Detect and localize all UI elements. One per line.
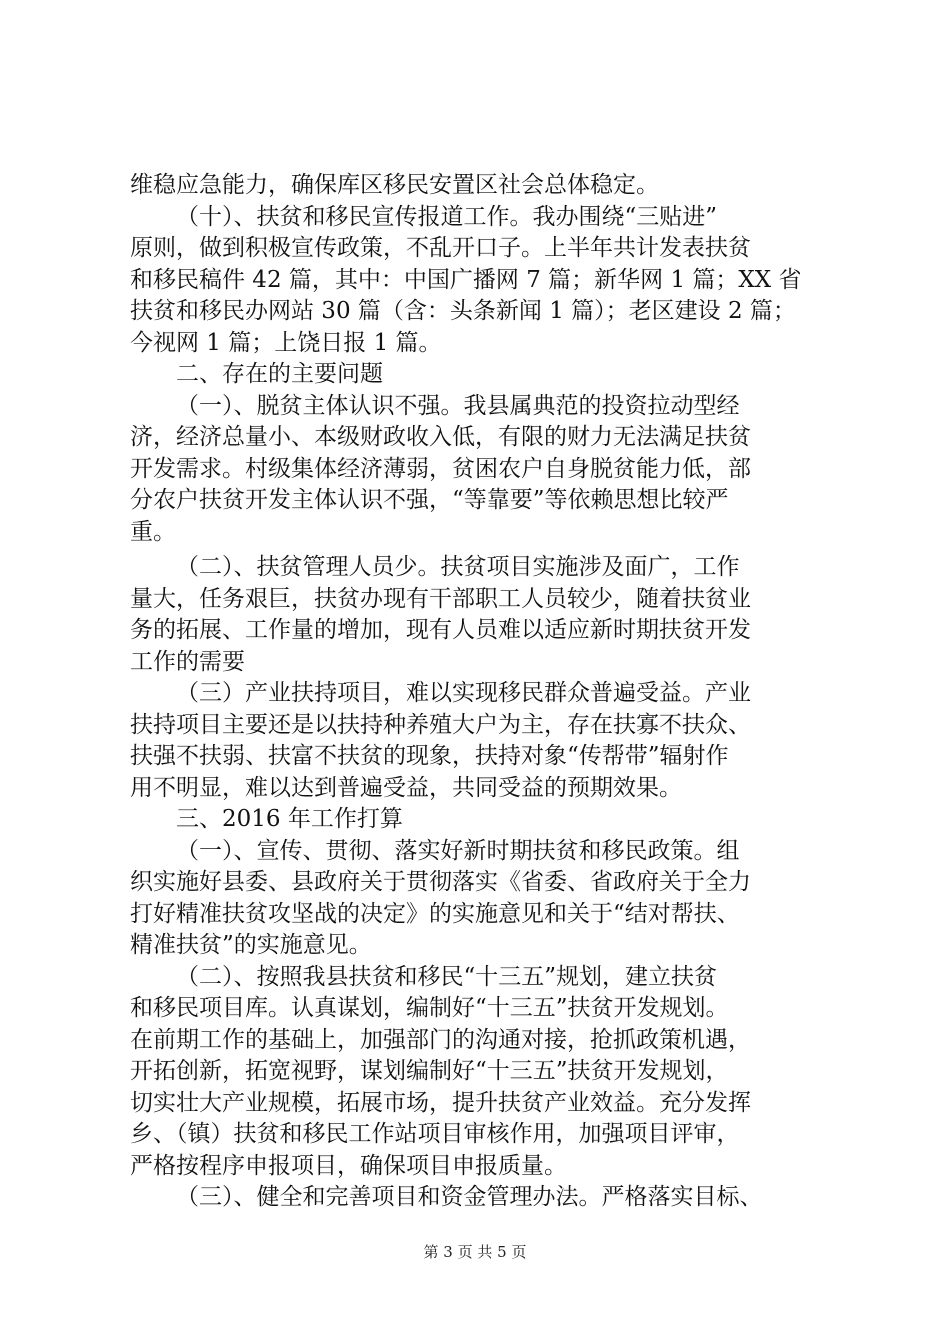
text-line: 量大，任务艰巨，扶贫办现有干部职工人员较少，随着扶贫业 — [130, 585, 751, 612]
text-line: 二、存在的主要问题 — [176, 361, 383, 387]
text-line: 原则，做到积极宣传政策，不乱开口子。上半年共计发表扶贫 — [130, 235, 751, 261]
text-line: 务的拓展、工作量的增加，现有人员难以适应新时期扶贫开发 — [130, 617, 751, 643]
text-line: （三）产业扶持项目，难以实现移民群众普遍受益。产业 — [176, 680, 751, 706]
text-line: 重。 — [130, 518, 176, 545]
text-line: 和移民稿件 42 篇，其中：中国广播网 7 篇；新华网 1 篇；XX 省 — [130, 266, 802, 293]
text-line: （一）、脱贫主体认识不强。我县属典范的投资拉动型经 — [176, 392, 740, 419]
text-line: （二）、扶贫管理人员少。扶贫项目实施涉及面广，工作 — [176, 554, 740, 580]
text-line: 切实壮大产业规模，拓展市场，提升扶贫产业效益。充分发挥 — [130, 1089, 751, 1116]
text-line: 开发需求。村级集体经济薄弱，贫困农户自身脱贫能力低，部 — [130, 455, 751, 482]
text-line: 分农户扶贫开发主体认识不强，“等靠要”等依赖思想比较严 — [130, 487, 729, 513]
text-line: 和移民项目库。认真谋划，编制好“十三五”扶贫开发规划。 — [130, 995, 729, 1021]
text-line: 织实施好县委、县政府关于贯彻落实《省委、省政府关于全力 — [130, 869, 751, 895]
text-line: 今视网 1 篇；上饶日报 1 篇。 — [130, 329, 442, 356]
text-line: 扶持项目主要还是以扶持种养殖大户为主，存在扶寡不扶众、 — [130, 711, 751, 738]
text-line: （三）、健全和完善项目和资金管理办法。严格落实目标、 — [176, 1184, 763, 1210]
text-line: 开拓创新，拓宽视野，谋划编制好“十三五”扶贫开发规划， — [130, 1058, 729, 1084]
text-line: 乡、（镇）扶贫和移民工作站项目审核作用，加强项目评审， — [130, 1121, 740, 1147]
text-line: 扶贫和移民办网站 30 篇（含：头条新闻 1 篇）；老区建设 2 篇； — [130, 298, 796, 324]
text-line: 精准扶贫”的实施意见。 — [130, 932, 372, 958]
text-line: 打好精准扶贫攻坚战的决定》的实施意见和关于“结对帮扶、 — [130, 900, 740, 927]
document-body — [130, 170, 846, 1214]
text-line: 用不明显，难以达到普遍受益，共同受益的预期效果。 — [130, 774, 682, 801]
text-line: 严格按程序申报项目，确保项目申报质量。 — [130, 1152, 567, 1179]
text-line: 三、2016 年工作打算 — [176, 806, 403, 832]
text-line: 工作的需要 — [130, 648, 245, 675]
text-line: （十）、扶贫和移民宣传报道工作。我办围绕“三贴进” — [176, 203, 718, 230]
page-footer: 第 3 页 共 5 页 — [423, 1243, 527, 1261]
text-line: （一）、宣传、贯彻、落实好新时期扶贫和移民政策。组 — [176, 837, 740, 864]
text-line: 维稳应急能力，确保库区移民安置区社会总体稳定。 — [130, 172, 659, 198]
text-line: 在前期工作的基础上，加强部门的沟通对接，抢抓政策机遇， — [130, 1026, 751, 1053]
text-line: （二）、按照我县扶贫和移民“十三五”规划，建立扶贫 — [176, 963, 718, 990]
text-line: 济，经济总量小、本级财政收入低，有限的财力无法满足扶贫 — [130, 424, 751, 450]
text-line: 扶强不扶弱、扶富不扶贫的现象，扶持对象“传帮带”辐射作 — [130, 743, 729, 769]
